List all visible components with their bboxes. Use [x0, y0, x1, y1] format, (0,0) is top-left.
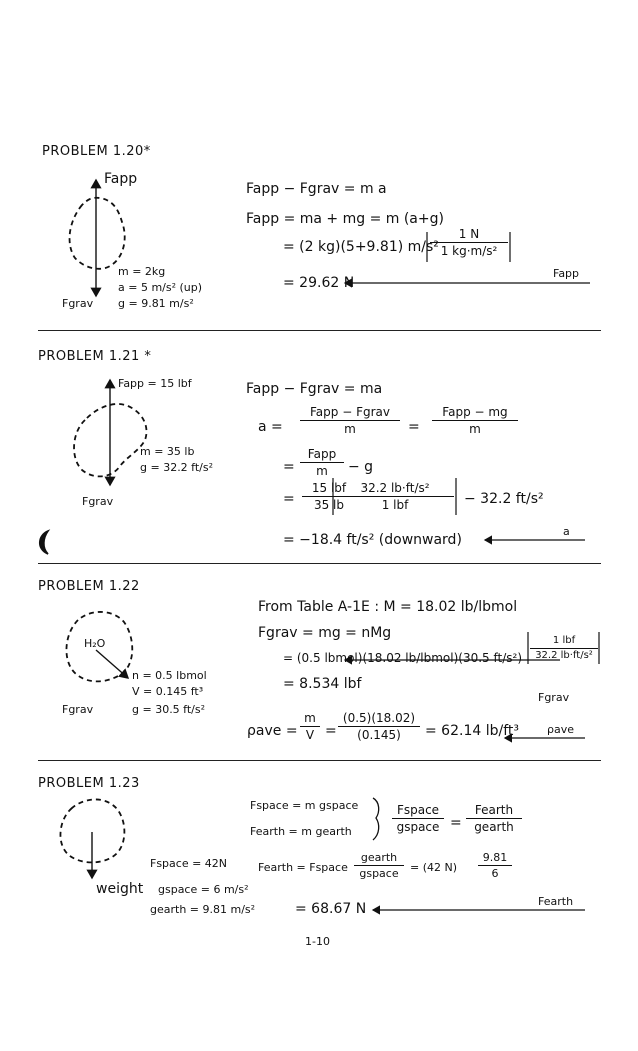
ratio-den1-123: gspace: [396, 820, 440, 834]
label-fgrav-121: Fgrav: [82, 495, 114, 508]
rho-value-frac-122: [338, 712, 420, 741]
result-121: = −18.4 ft/s² (downward): [283, 532, 462, 548]
given-g-122: g = 30.5 ft/s²: [132, 703, 206, 716]
given-gearth-123: gearth = 9.81 m/s²: [150, 903, 256, 916]
eq-sign-122: =: [325, 723, 337, 739]
given-n-122: n = 0.5 lbmol: [132, 669, 207, 682]
result-label-122: Fgrav: [538, 691, 570, 704]
conv-num-122: 1 lbf: [552, 635, 576, 646]
label-fapp-120: Fapp: [104, 171, 138, 187]
body-blob-120: [70, 198, 125, 269]
rho-den-122: (0.145): [357, 728, 401, 742]
eq-sign-3-121: =: [283, 491, 295, 507]
eq3-lhs-123: Fearth = Fspace: [258, 861, 348, 874]
eq-fgrav-122: Fgrav = mg = nMg: [258, 625, 392, 641]
rho-label-122: ρave: [547, 723, 575, 736]
rho-frac-num-122: m: [304, 711, 316, 725]
result-122: = 8.534 lbf: [283, 676, 362, 692]
ratio-den2-123: gearth: [474, 820, 514, 834]
problem-122-heading: PROBLEM 1.22: [38, 579, 140, 594]
eq-sub-120: = (2 kg)(5+9.81) m/s²: [283, 239, 439, 255]
conversion-122: [530, 636, 598, 661]
label-fgrav-122: Fgrav: [62, 703, 94, 716]
eq-sign-123: =: [450, 815, 462, 831]
divider-3: [38, 760, 601, 761]
arrow-fgrav-122: [96, 650, 128, 678]
step2-num-121: Fapp: [307, 447, 337, 461]
ratio-1-123: [392, 804, 444, 833]
eq-fapp-120: Fapp = ma + mg = m (a+g): [246, 211, 444, 227]
conversion-120: [430, 228, 508, 257]
given-v-122: V = 0.145 ft³: [132, 685, 204, 698]
frac1-den-121: m: [344, 422, 356, 436]
step3-num-121: 15 lbf: [311, 481, 347, 495]
given-g-121: g = 32.2 ft/s²: [140, 461, 214, 474]
eq3-frac2-123: [478, 852, 512, 879]
eq-sign-121: =: [408, 419, 420, 435]
given-fspace-123: Fspace = 42N: [150, 857, 228, 870]
eq3-frac-den-123: gspace: [359, 867, 399, 880]
eq3-mid-123: = (42 N): [410, 861, 458, 874]
given-mass-121: m = 35 lb: [140, 445, 195, 458]
divider-1: [38, 330, 601, 331]
crescent-mark: [40, 531, 48, 554]
body-label-122: H₂O: [84, 637, 106, 650]
step3-den-121: 35 lb: [313, 498, 345, 512]
rho-result-122: = 62.14 lb/ft³: [425, 723, 519, 739]
fraction-1-121: [300, 406, 400, 435]
ratio-num2-123: Fearth: [474, 803, 514, 817]
step2-den-121: m: [316, 464, 328, 478]
page-number: 1-10: [305, 935, 330, 948]
result-123: = 68.67 N: [295, 901, 367, 917]
step3-conv-num-121: 32.2 lb·ft/s²: [360, 481, 430, 495]
problem-120-heading: PROBLEM 1.20*: [42, 144, 151, 159]
label-fapp-121: Fapp = 15 lbf: [118, 377, 192, 390]
eq3-frac2-den-123: 6: [491, 867, 499, 880]
table-ref-122: From Table A-1E : M = 18.02 lb/lbmol: [258, 599, 518, 615]
problem-123-heading: PROBLEM 1.23: [38, 776, 140, 791]
given-g-120: g = 9.81 m/s²: [118, 297, 194, 310]
result-label-121: a: [563, 525, 570, 538]
eq-sub-122: = (0.5 lbmol)(18.02 lb/lbmol)(30.5 ft/s²): [283, 651, 523, 665]
result-120: = 29.62 N: [283, 275, 355, 291]
given-accel-120: a = 5 m/s² (up): [118, 281, 203, 294]
divider-2: [38, 563, 601, 564]
eq-a-121: a =: [258, 419, 283, 435]
fraction-3-121: [300, 448, 344, 477]
ratio-num1-123: Fspace: [396, 803, 440, 817]
conv-den-120: 1 kg·m/s²: [440, 244, 498, 258]
rho-lhs-122: ρave =: [247, 723, 298, 739]
eq-fspace-123: Fspace = m gspace: [250, 799, 359, 812]
step2-tail-121: − g: [348, 459, 374, 475]
fraction-2-121: [432, 406, 518, 435]
step3-tail-121: − 32.2 ft/s²: [464, 491, 544, 507]
eq-fearth-123: Fearth = m gearth: [250, 825, 352, 838]
label-fgrav-120: Fgrav: [62, 297, 94, 310]
conv-den-122: 32.2 lb·ft/s²: [535, 650, 593, 661]
rho-frac-den-122: V: [305, 728, 315, 742]
eq3-frac2-num-123: 9.81: [482, 851, 508, 864]
eq-newton-121: Fapp − Fgrav = ma: [246, 381, 383, 397]
result-label-120: Fapp: [553, 267, 580, 280]
frac1-num-121: Fapp − Fgrav: [310, 405, 390, 419]
given-gspace-123: gspace = 6 m/s²: [158, 883, 249, 896]
label-weight-123: weight: [96, 881, 144, 897]
eq-sign-2-121: =: [283, 459, 295, 475]
eq-newton-120: Fapp − Fgrav = m a: [246, 181, 387, 197]
conv-num-120: 1 N: [458, 227, 480, 241]
eq3-frac-123: [354, 852, 404, 879]
rho-num-122: (0.5)(18.02): [342, 711, 416, 725]
frac2-den-121: m: [469, 422, 481, 436]
frac2-num-121: Fapp − mg: [442, 405, 508, 419]
fraction-5-121: [336, 482, 454, 511]
rho-frac-122: [300, 712, 320, 741]
step3-conv-den-121: 1 lbf: [381, 498, 409, 512]
problem-121-heading: PROBLEM 1.21 *: [38, 349, 152, 364]
ratio-2-123: [466, 804, 522, 833]
eq3-frac-num-123: gearth: [360, 851, 398, 864]
given-mass-120: m = 2kg: [118, 265, 166, 278]
result-label-123: Fearth: [538, 895, 574, 908]
